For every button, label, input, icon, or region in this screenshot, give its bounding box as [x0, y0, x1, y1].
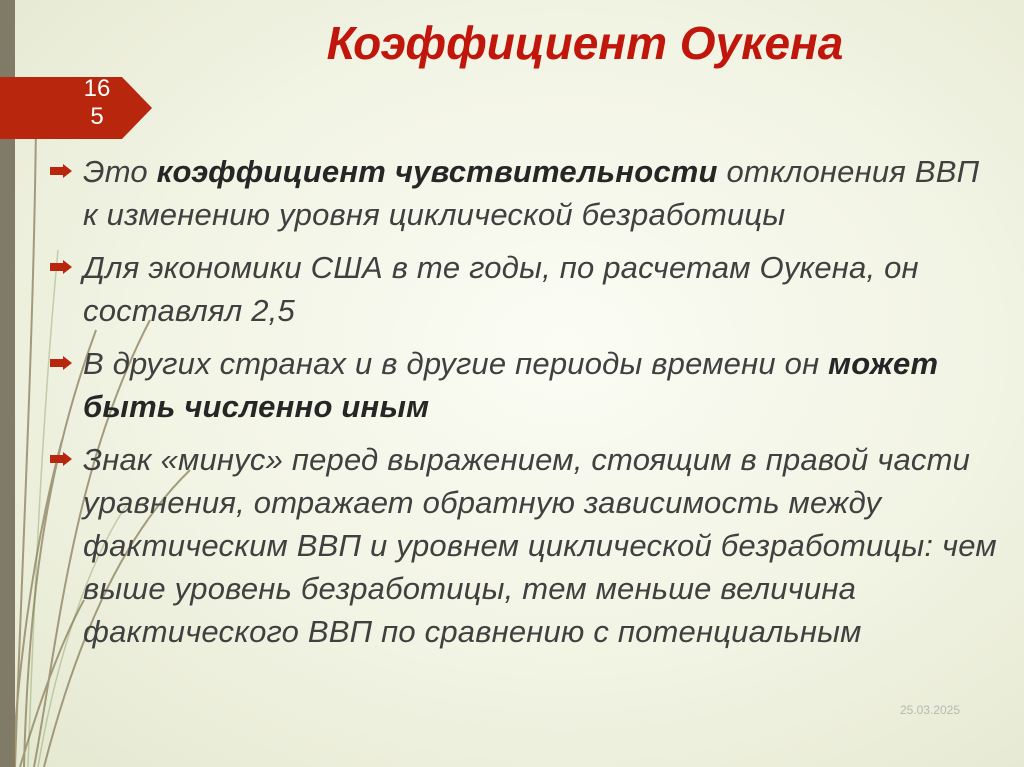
bullet-text: Знак «минус» перед выражением, стоящим в правой части уравнения, отражает обратную зависимость между фактическим ВВП и уровнем циклической безработицы: чем выше уровень безработицы, тем меньше величина фактического ВВП по сравнению с потенциальным — [83, 442, 997, 649]
arrow-bullet-icon — [50, 164, 72, 178]
slide-number-line-1: 16 — [83, 75, 111, 102]
slide-number — [72, 75, 122, 131]
slide-title: Коэффициент Оукена — [326, 17, 844, 69]
footer-date: 25.03.2025 — [899, 703, 960, 717]
bullet-text: отклонения ВВП к изменению уровня циклической безработицы — [83, 154, 980, 232]
arrow-bullet-icon — [50, 260, 72, 274]
arrow-bullet-icon — [50, 452, 72, 466]
bullet-item — [50, 246, 1000, 332]
bullet-item — [50, 342, 1000, 428]
bullet-bold-text: может быть численно иным — [83, 346, 939, 424]
arrow-bullet-icon — [50, 356, 72, 370]
slide-number-line-2: 5 — [90, 103, 104, 130]
bullet-text: Это — [83, 154, 157, 189]
bullet-item — [50, 438, 1000, 653]
bullet-list — [50, 150, 1000, 663]
bullet-item — [50, 150, 1000, 236]
bullet-text: Для экономики США в те годы, по расчетам Оукена, он составлял 2,5 — [83, 250, 919, 328]
bullet-bold-text: коэффициент чувствительности — [156, 154, 718, 189]
bullet-text: В других странах и в другие периоды времени он — [83, 346, 829, 381]
